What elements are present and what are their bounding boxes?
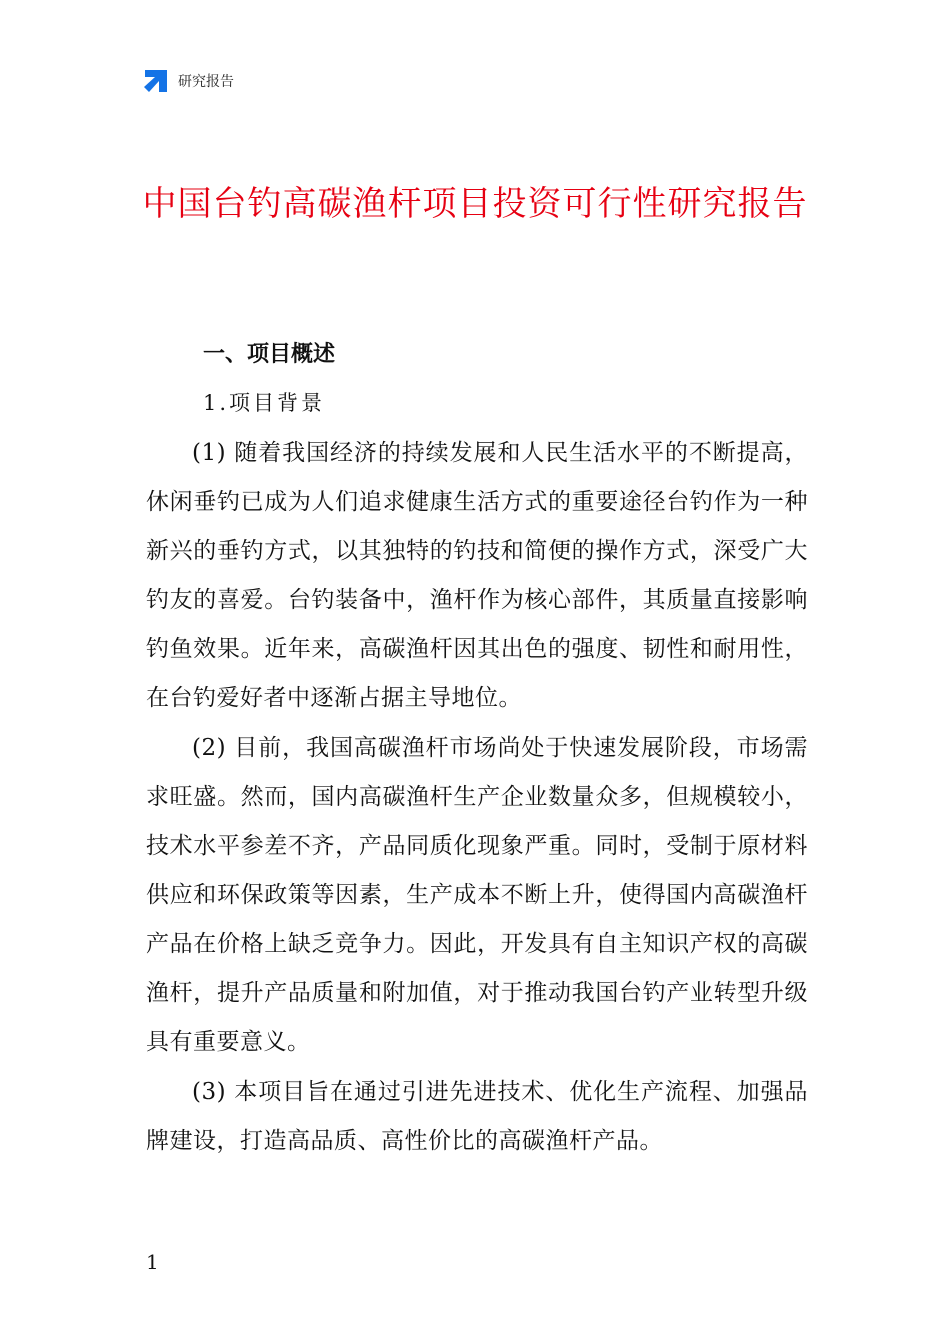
paragraph-1: (1) 随着我国经济的持续发展和人民生活水平的不断提高，休闲垂钓已成为人们追求健康生活方式的重要途径台钓作为一种新兴的垂钓方式，以其独特的钓技和简便的操作方式，深受广大钓友的喜爱。台钓装备中，渔杆作为核心部件，其质量直接影响钓鱼效果。近年来，高碳渔杆因其出色的强度、韧性和耐用性，在台钓爱好者中逐渐占据主导地位。 [146,440,808,711]
header-label: 研究报告 [178,74,234,90]
section-heading: 一、项目概述 [203,342,336,367]
paragraph-3: (3) 本项目旨在通过引进先进技术、优化生产流程、加强品牌建设，打造高品质、高性价比的高碳渔杆产品。 [146,1079,808,1154]
paragraph-2: (2) 目前，我国高碳渔杆市场尚处于快速发展阶段，市场需求旺盛。然而，国内高碳渔杆生产企业数量众多，但规模较小，技术水平参差不齐，产品同质化现象严重。同时，受制于原材料供应和环保政策等因素，生产成本不断上升，使得国内高碳渔杆产品在价格上缺乏竞争力。因此，开发具有自主知识产权的高碳渔杆，提升产品质量和附加值，对于推动我国台钓产业转型升级具有重要意义。 [146,735,808,1055]
document-title: 中国台钓高碳渔杆项目投资可行性研究报告 [142,184,808,224]
sub-heading: 1.项目背景 [203,391,326,415]
arrow-up-right-icon [143,68,169,94]
document-body [146,429,808,1166]
page-number: 1 [146,1250,159,1274]
report-header [143,68,234,94]
